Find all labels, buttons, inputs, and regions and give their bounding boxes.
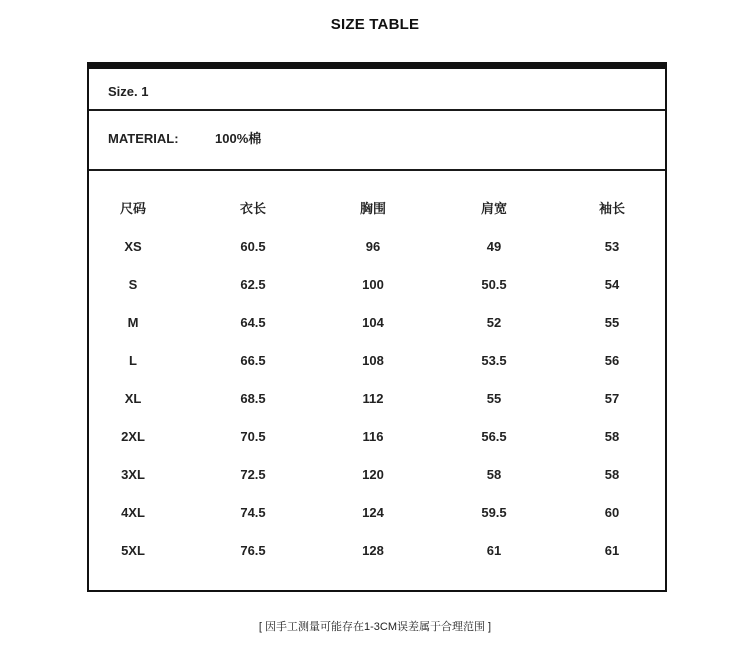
cell-length: 72.5 [240, 467, 266, 482]
cell-size: XS [124, 239, 142, 254]
table-row [89, 541, 665, 561]
cell-shoulder: 58 [486, 467, 502, 482]
cell-sleeve: 54 [604, 277, 620, 292]
cell-chest: 112 [362, 391, 384, 406]
table-row [89, 275, 665, 295]
table-row [89, 503, 665, 523]
header-length: 衣长 [239, 201, 266, 216]
table-header-row [89, 199, 665, 219]
cell-size: 3XL [121, 467, 145, 482]
table-row [89, 427, 665, 447]
size-label: Size. 1 [108, 84, 149, 99]
cell-shoulder: 53.5 [481, 353, 507, 368]
cell-shoulder: 50.5 [481, 277, 507, 292]
cell-size: XL [124, 391, 142, 406]
cell-length: 74.5 [240, 505, 266, 520]
page-title: SIZE TABLE [330, 16, 420, 33]
cell-chest: 120 [362, 467, 384, 482]
cell-chest: 128 [362, 543, 384, 558]
cell-chest: 108 [362, 353, 384, 368]
material-label: MATERIAL: [108, 131, 179, 146]
cell-length: 68.5 [240, 391, 266, 406]
row-divider [89, 169, 665, 171]
cell-sleeve: 58 [604, 467, 620, 482]
cell-shoulder: 56.5 [481, 429, 507, 444]
cell-length: 66.5 [240, 353, 266, 368]
cell-sleeve: 61 [604, 543, 620, 558]
cell-shoulder: 61 [486, 543, 502, 558]
cell-size: 4XL [121, 505, 145, 520]
cell-shoulder: 49 [486, 239, 502, 254]
table-row [89, 351, 665, 371]
header-chest: 胸围 [359, 201, 386, 216]
cell-chest: 116 [362, 429, 384, 444]
header-size: 尺码 [119, 201, 146, 216]
cell-size: M [127, 315, 139, 330]
cell-length: 64.5 [240, 315, 266, 330]
cell-length: 60.5 [240, 239, 266, 254]
header-sleeve: 袖长 [598, 201, 625, 216]
cell-sleeve: 60 [604, 505, 620, 520]
table-row [89, 313, 665, 333]
cell-length: 76.5 [240, 543, 266, 558]
cell-chest: 104 [362, 315, 384, 330]
table-row [89, 237, 665, 257]
material-value: 100%棉 [215, 131, 262, 146]
cell-length: 62.5 [240, 277, 266, 292]
cell-length: 70.5 [240, 429, 266, 444]
cell-chest: 96 [365, 239, 381, 254]
cell-shoulder: 55 [486, 391, 502, 406]
cell-size: 2XL [121, 429, 145, 444]
cell-sleeve: 53 [604, 239, 620, 254]
cell-shoulder: 59.5 [481, 505, 507, 520]
cell-chest: 124 [362, 505, 384, 520]
cell-chest: 100 [362, 277, 384, 292]
table-row [89, 389, 665, 409]
cell-size: 5XL [121, 543, 145, 558]
cell-size: L [129, 353, 137, 368]
cell-sleeve: 55 [604, 315, 620, 330]
cell-size: S [128, 277, 138, 292]
cell-sleeve: 56 [604, 353, 620, 368]
cell-sleeve: 58 [604, 429, 620, 444]
cell-shoulder: 52 [486, 315, 502, 330]
header-shoulder: 肩宽 [480, 201, 507, 216]
measurement-note: [ 因手工测量可能存在1-3CM误差属于合理范围 ] [258, 621, 492, 633]
size-table-box [87, 62, 667, 592]
row-divider [89, 109, 665, 111]
table-row [89, 465, 665, 485]
cell-sleeve: 57 [604, 391, 620, 406]
